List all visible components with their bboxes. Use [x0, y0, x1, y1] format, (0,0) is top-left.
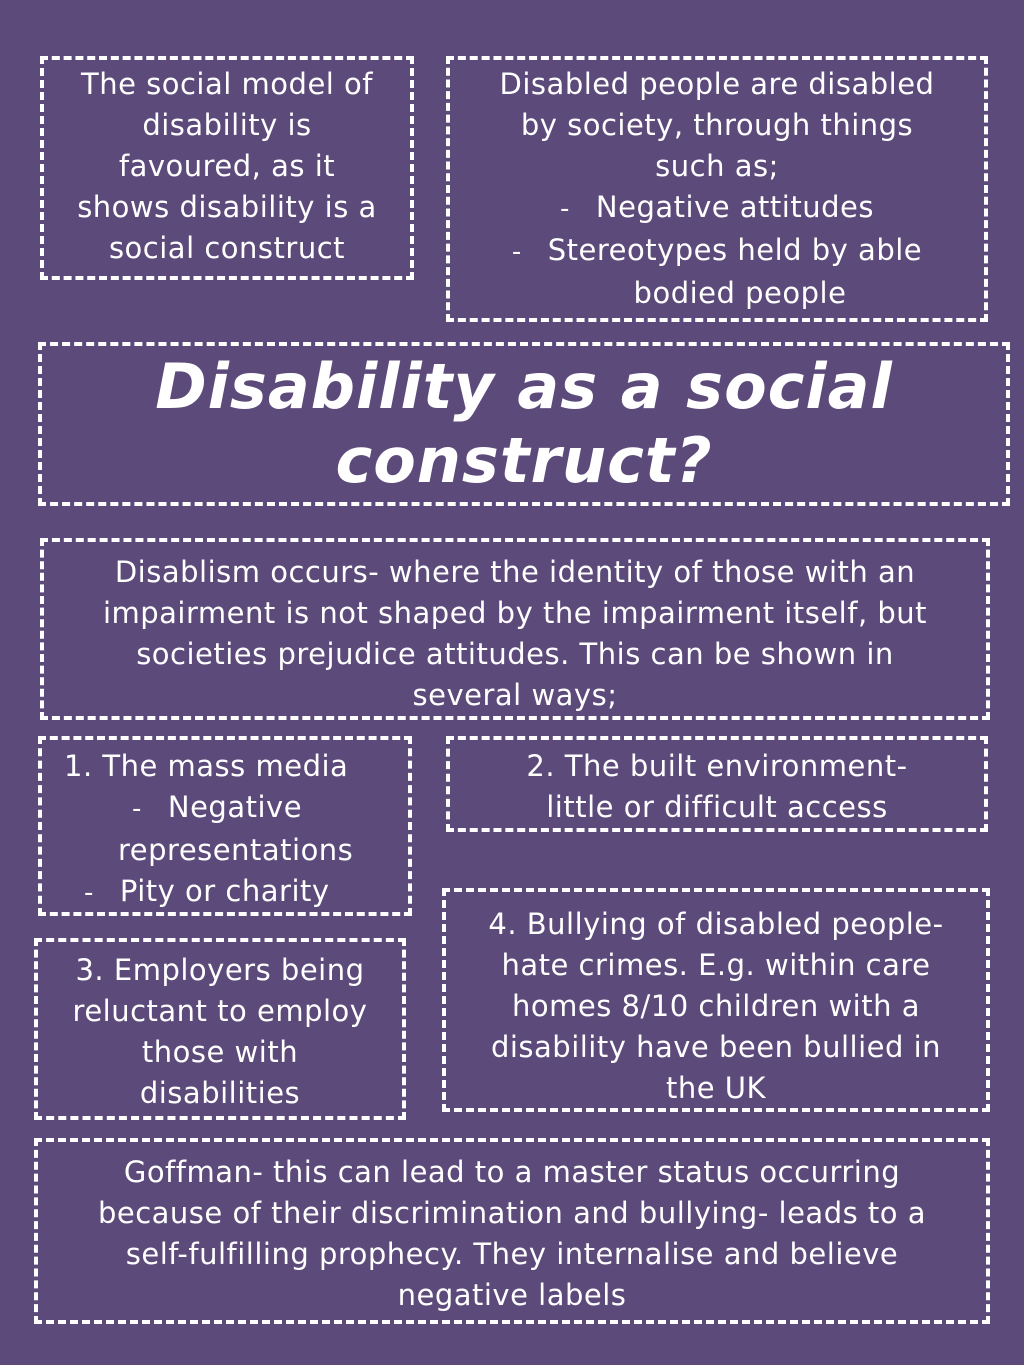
- list-item: - Negative attitudes: [560, 187, 874, 230]
- text-line: 1. The mass media: [64, 749, 349, 783]
- text-line: impairment is not shaped by the impairment itself, but: [102, 596, 928, 630]
- text-line: bodied people: [633, 276, 847, 310]
- text-line: 3. Employers being: [75, 953, 365, 987]
- text-line: hate crimes. E.g. within care: [501, 948, 931, 982]
- text-line: disabilities: [139, 1076, 301, 1110]
- mass-media-box: [38, 736, 412, 916]
- text-line: little or difficult access: [546, 790, 888, 824]
- page-title: Disability as a social: [155, 350, 893, 423]
- built-environment-box: [446, 736, 988, 832]
- text-line: disability have been bullied in: [490, 1030, 942, 1064]
- text-line: disability is: [142, 108, 312, 142]
- text-line: The social model of: [80, 67, 374, 101]
- text-line: representations: [118, 833, 354, 867]
- text-line: social construct: [108, 231, 346, 265]
- title-box: [38, 342, 1010, 506]
- text-line: Disabled people are disabled: [499, 67, 935, 101]
- bullying-box: [442, 888, 990, 1112]
- disablism-box: [40, 538, 990, 720]
- text-line: several ways;: [412, 678, 618, 712]
- text-line: such as;: [655, 149, 779, 183]
- text-line: those with: [141, 1035, 299, 1069]
- employers-box: [34, 938, 406, 1120]
- list-item: - Pity or charity: [64, 871, 330, 914]
- text-line: 4. Bullying of disabled people-: [488, 907, 944, 941]
- text-line: 2. The built environment-: [526, 749, 908, 783]
- text-line: by society, through things: [520, 108, 914, 142]
- text-line: shows disability is a: [77, 190, 377, 224]
- page-title: construct?: [335, 424, 713, 497]
- disabled-by-society-box: [446, 56, 988, 322]
- text-line: societies prejudice attitudes. This can be shown in: [136, 637, 894, 671]
- text-line: homes 8/10 children with a: [512, 989, 920, 1023]
- text-line: favoured, as it: [118, 149, 336, 183]
- text-line: reluctant to employ: [72, 994, 368, 1028]
- text-line: Goffman- this can lead to a master status occurring: [123, 1155, 901, 1189]
- text-line: self-fulfilling prophecy. They internalise and believe: [125, 1237, 899, 1271]
- text-line: because of their discrimination and bullying- leads to a: [97, 1196, 927, 1230]
- social-model-box: [40, 56, 414, 280]
- goffman-box: [34, 1138, 990, 1324]
- text-line: the UK: [665, 1071, 767, 1105]
- list-item: - Negative: [64, 787, 302, 830]
- list-item: - Stereotypes held by able: [512, 230, 922, 273]
- text-line: negative labels: [397, 1278, 627, 1312]
- text-line: Disablism occurs- where the identity of those with an: [114, 555, 916, 589]
